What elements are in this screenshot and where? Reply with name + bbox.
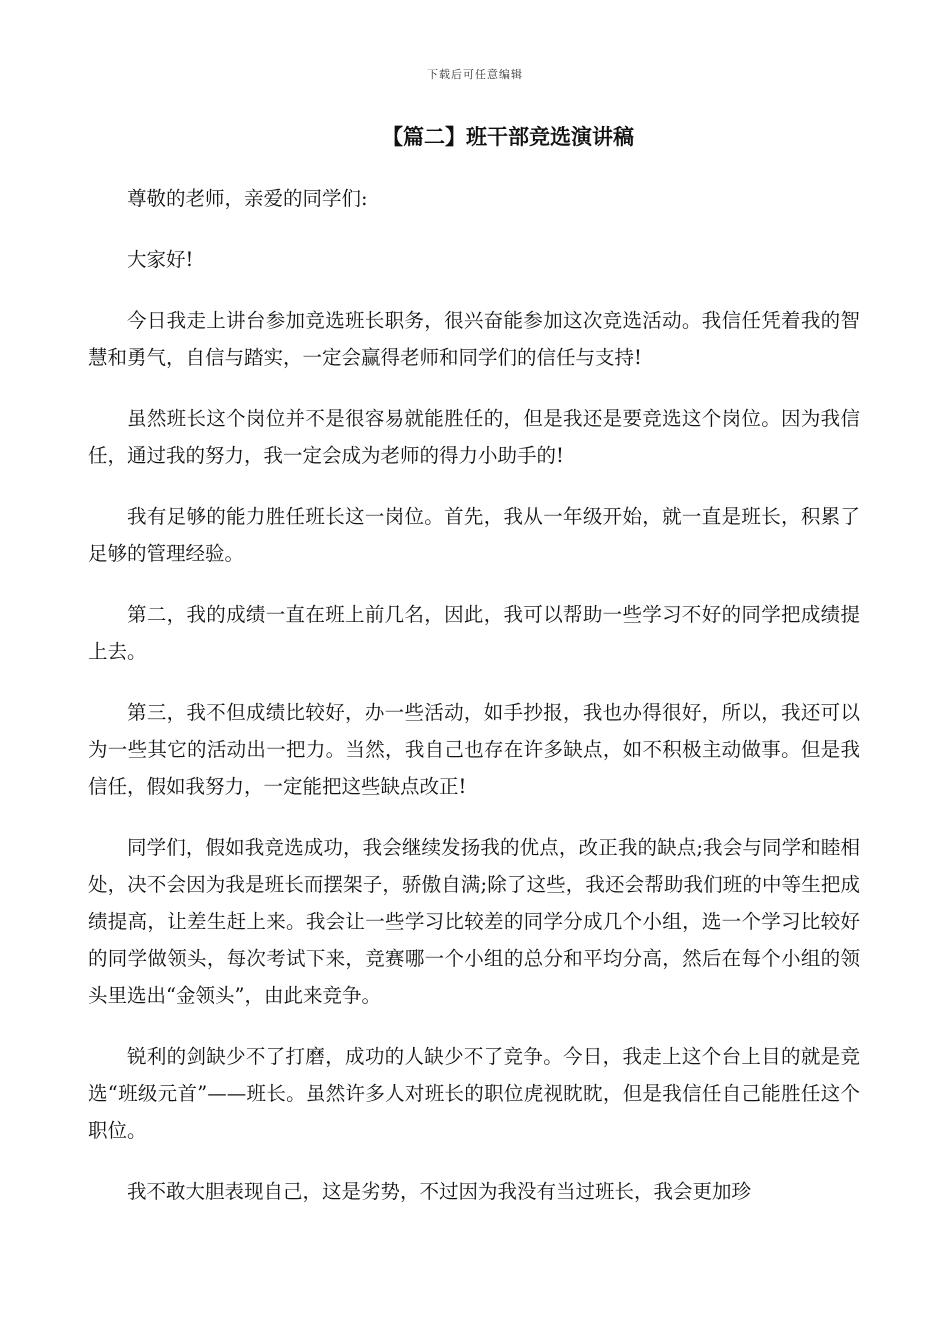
paragraph-greeting: 大家好! [127,248,194,271]
paragraph-salutation: 尊敬的老师，亲爱的同学们: [127,187,368,210]
paragraph: 第二，我的成绩一直在班上前几名，因此，我可以帮助一些学习不好的同学把成绩提上去。 [88,603,860,663]
document-body [88,180,860,1234]
paragraph: 今日我走上讲台参加竞选班长职务，很兴奋能参加这次竞选活动。我信任凭着我的智慧和勇气，自信与踏实，一定会赢得老师和同学们的信任与支持! [88,309,860,369]
paragraph: 第三，我不但成绩比较好，办一些活动，如手抄报，我也办得很好，所以，我还可以为一些其它的活动出一把力。当然，我自己也存在许多缺点，如不积极主动做事。但是我信任，假如我努力，一定能把这些缺点改正! [88,701,860,798]
paragraph: 同学们，假如我竞选成功，我会继续发扬我的优点，改正我的缺点;我会与同学和睦相处，决不会因为我是班长而摆架子，骄傲自满;除了这些，我还会帮助我们班的中等生把成绩提高，让差生赶上来。我会让一些学习比较差的同学分成几个小组，选一个学习比较好的同学做领头，每次考试下来，竞赛哪一个小组的总分和平均分高，然后在每个小组的领头里选出“金领头”，由此来竞争。 [88,836,860,1007]
header-note: 下载后可任意编辑 [427,68,523,81]
paragraph: 我不敢大胆表现自己，这是劣势，不过因为我没有当过班长，我会更加珍 [127,1180,752,1203]
paragraph: 虽然班长这个岗位并不是很容易就能胜任的，但是我还是要竞选这个岗位。因为我信任，通过我的努力，我一定会成为老师的得力小助手的! [88,407,860,467]
paragraph: 锐利的剑缺少不了打磨，成功的人缺少不了竞争。今日，我走上这个台上目的就是竞选“班级元首”——班长。虽然许多人对班长的职位虎视眈眈，但是我信任自己能胜任这个职位。 [88,1045,860,1142]
document-title: 【篇二】班干部竞选演讲稿 [382,124,634,149]
paragraph: 我有足够的能力胜任班长这一岗位。首先，我从一年级开始，就一直是班长，积累了足够的管理经验。 [88,505,860,565]
